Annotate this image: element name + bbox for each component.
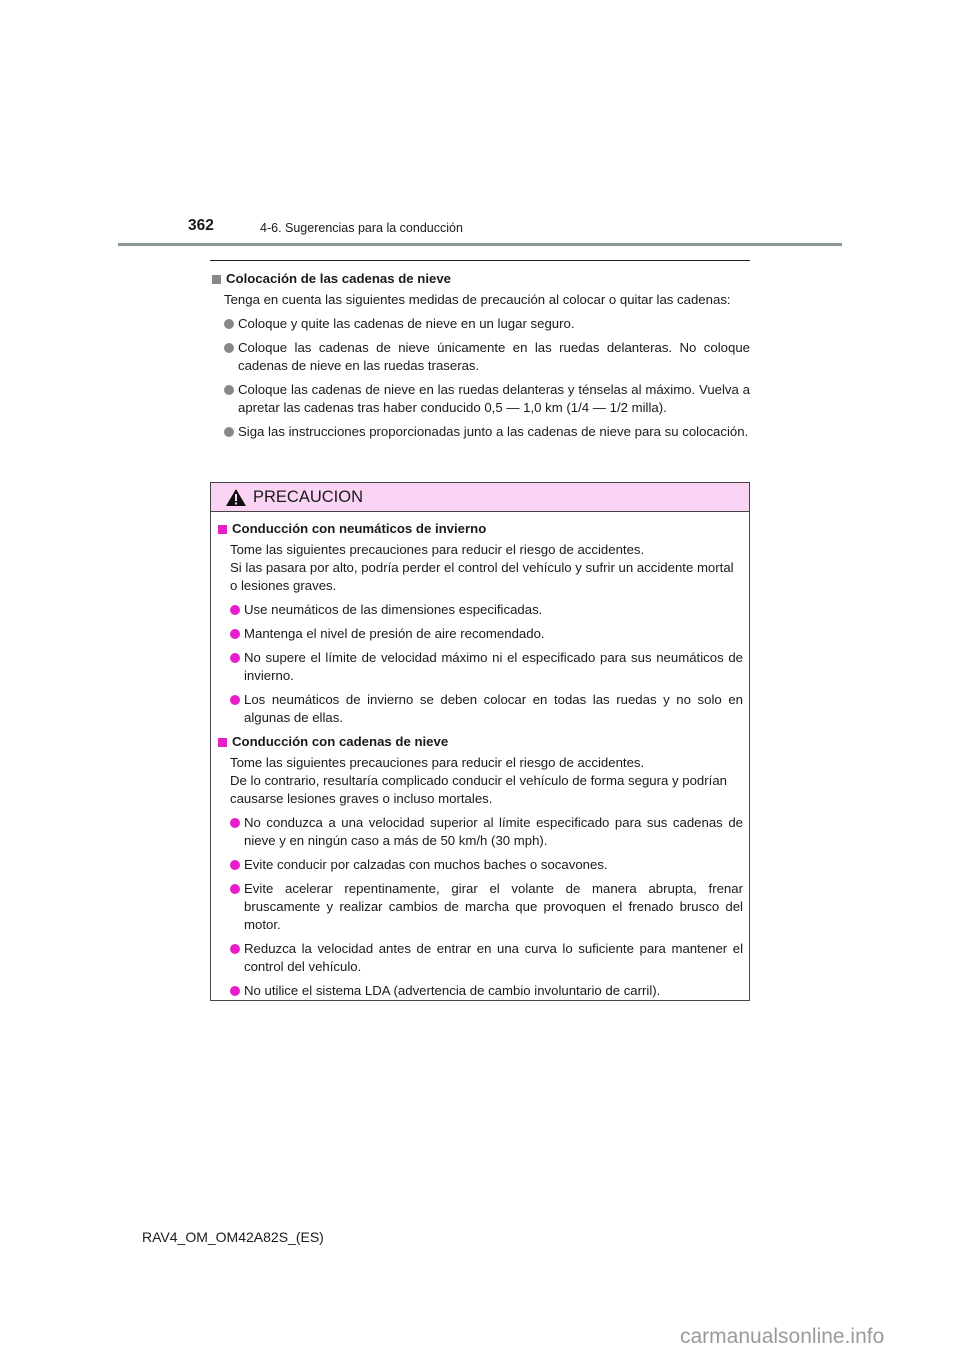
warning-icon bbox=[225, 488, 247, 507]
bullet-dot-icon bbox=[230, 986, 240, 996]
bullet-dot-icon bbox=[230, 653, 240, 663]
bullet-dot-icon bbox=[230, 629, 240, 639]
caution-intro: Tome las siguientes precauciones para reducir el riesgo de accidentes. Si las pasara por alto, podría perder el control del vehículo y sufrir un accidente mortal o lesiones graves. bbox=[230, 542, 734, 593]
bullet-item bbox=[224, 315, 750, 333]
bullet-item bbox=[230, 982, 743, 1000]
square-bullet-icon bbox=[212, 275, 221, 284]
bullet-text: Evite conducir por calzadas con muchos baches o socavones. bbox=[244, 857, 608, 872]
bullet-text: Siga las instrucciones proporcionadas junto a las cadenas de nieve para su colocación. bbox=[238, 424, 749, 439]
bullet-item bbox=[230, 691, 743, 727]
bullet-dot-icon bbox=[230, 944, 240, 954]
snow-chain-section bbox=[210, 270, 750, 447]
section-rule bbox=[210, 260, 750, 261]
bullet-text: Coloque las cadenas de nieve únicamente en las ruedas delanteras. No coloque cadenas de nieve en las ruedas traseras. bbox=[238, 340, 750, 373]
section-heading: Colocación de las cadenas de nieve bbox=[226, 271, 452, 286]
bullet-dot-icon bbox=[230, 818, 240, 828]
bullet-item bbox=[230, 880, 743, 934]
bullet-dot-icon bbox=[230, 884, 240, 894]
caution-header bbox=[211, 483, 749, 512]
bullet-text: Los neumáticos de invierno se deben colocar en todas las ruedas y no solo en algunas de ellas. bbox=[244, 692, 743, 725]
bullet-text: Reduzca la velocidad antes de entrar en una curva lo suficiente para mantener el control del vehículo. bbox=[244, 941, 743, 974]
watermark: carmanualsonline.info bbox=[680, 1325, 885, 1348]
square-bullet-icon bbox=[218, 738, 227, 747]
bullet-item bbox=[230, 814, 743, 850]
bullet-text: Use neumáticos de las dimensiones especificadas. bbox=[244, 602, 543, 617]
bullet-dot-icon bbox=[224, 319, 234, 329]
bullet-text: No utilice el sistema LDA (advertencia de cambio involuntario de carril). bbox=[244, 983, 661, 998]
bullet-item bbox=[224, 423, 750, 441]
caution-box bbox=[210, 482, 750, 1001]
chapter-title: 4-6. Sugerencias para la conducción bbox=[260, 221, 463, 235]
document-id: RAV4_OM_OM42A82S_(ES) bbox=[142, 1229, 324, 1245]
bullet-item bbox=[230, 625, 743, 643]
bullet-item bbox=[230, 601, 743, 619]
bullet-item bbox=[230, 649, 743, 685]
bullet-dot-icon bbox=[230, 695, 240, 705]
bullet-text: No supere el límite de velocidad máximo ni el especificado para sus neumáticos de invierno. bbox=[244, 650, 743, 683]
bullet-dot-icon bbox=[230, 605, 240, 615]
section-intro: Tenga en cuenta las siguientes medidas de precaución al colocar o quitar las cadenas: bbox=[224, 292, 731, 307]
bullet-item bbox=[224, 381, 750, 417]
header-rule bbox=[118, 243, 842, 246]
caution-heading: Conducción con neumáticos de invierno bbox=[232, 521, 487, 536]
bullet-text: No conduzca a una velocidad superior al límite especificado para sus cadenas de nieve y en ningún caso a más de 50 km/h (30 mph). bbox=[244, 815, 743, 848]
bullet-item bbox=[224, 339, 750, 375]
caution-title: PRECAUCION bbox=[253, 487, 364, 506]
caution-heading: Conducción con cadenas de nieve bbox=[232, 734, 449, 749]
bullet-text: Coloque las cadenas de nieve en las ruedas delanteras y ténselas al máximo. Vuelva a apretar las cadenas tras haber conducido 0,5 — 1,0 km (1/4 — 1/2 milla). bbox=[238, 382, 750, 415]
bullet-dot-icon bbox=[224, 427, 234, 437]
page-number: 362 bbox=[188, 217, 214, 234]
caution-intro: Tome las siguientes precauciones para reducir el riesgo de accidentes. De lo contrario, resultaría complicado conducir el vehículo de forma segura y podrían causarse lesiones graves o incluso mortales. bbox=[230, 755, 727, 806]
bullet-item bbox=[230, 856, 743, 874]
bullet-dot-icon bbox=[224, 385, 234, 395]
square-bullet-icon bbox=[218, 525, 227, 534]
bullet-text: Mantenga el nivel de presión de aire recomendado. bbox=[244, 626, 545, 641]
bullet-dot-icon bbox=[224, 343, 234, 353]
bullet-dot-icon bbox=[230, 860, 240, 870]
bullet-item bbox=[230, 940, 743, 976]
bullet-text: Evite acelerar repentinamente, girar el volante de manera abrupta, frenar bruscamente y realizar cambios de marcha que provoquen el frenado brusco del motor. bbox=[244, 881, 743, 932]
bullet-text: Coloque y quite las cadenas de nieve en un lugar seguro. bbox=[238, 316, 575, 331]
